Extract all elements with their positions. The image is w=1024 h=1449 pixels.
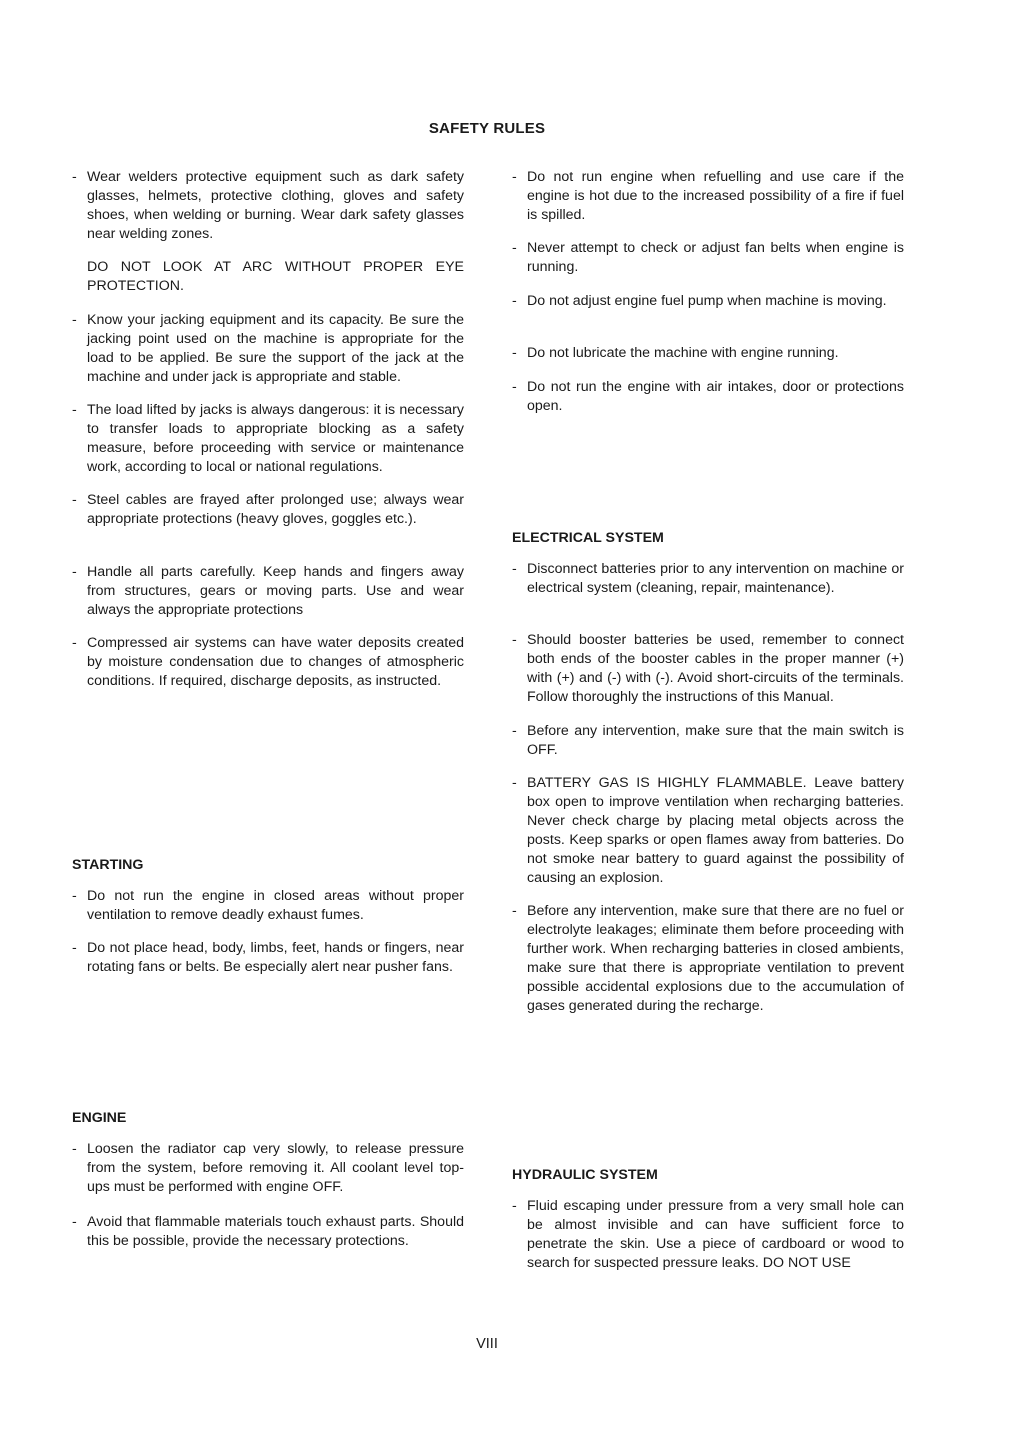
bullet-text: The load lifted by jacks is always dangerous: it is necessary to transfer loads to appropriate blocking as a safety measure, before proceeding with service or maintenance work, according to local or national regulations. [87, 402, 464, 475]
list-item: - Do not place head, body, limbs, feet, hands or fingers, near rotating fans or belts. Be especially alert near pusher fans. [72, 940, 464, 975]
list-item: - Do not run engine when refuelling and use care if the engine is hot due to the increased possibility of a fire if fuel is spilled. [512, 169, 904, 223]
bullet-text: Do not run the engine with air intakes, door or protections open. [527, 379, 904, 414]
list-item: - Do not run the engine with air intakes, door or protections open. [512, 379, 904, 414]
list-item: - Do not run the engine in closed areas without proper ventilation to remove deadly exhaust fumes. [72, 888, 464, 923]
bullet-text: Do not run engine when refuelling and use care if the engine is hot due to the increased possibility of a fire if fuel is spilled. [527, 169, 904, 223]
bullet-text: Do not adjust engine fuel pump when machine is moving. [527, 293, 887, 309]
list-item: - Know your jacking equipment and its capacity. Be sure the jacking point used on the machine is appropriate for the load to be applied. Be sure the support of the jack at the machine and under jack is appropriate and stable. [72, 312, 464, 385]
bullet-text: Fluid escaping under pressure from a very small hole can be almost invisible and can have sufficient force to penetrate the skin. Use a piece of cardboard or wood to search for suspected pressure leaks. DO NOT USE [527, 1198, 904, 1271]
section-heading-hydraulic: HYDRAULIC SYSTEM [512, 1167, 658, 1183]
bullet-text: Do not place head, body, limbs, feet, hands or fingers, near rotating fans or belts. Be especially alert near pusher fans. [87, 940, 464, 975]
bullet-text: Know your jacking equipment and its capacity. Be sure the jacking point used on the machine is appropriate for the load to be applied. Be sure the support of the jack at the machine and under jack is appropriate and stable. [87, 312, 464, 385]
list-item: - Compressed air systems can have water deposits created by moisture condensation due to changes of atmospheric conditions. If required, discharge deposits, as instructed. [72, 635, 464, 689]
bullet-text: BATTERY GAS IS HIGHLY FLAMMABLE. Leave battery box open to improve ventilation when recharging batteries. Never check charge by placing metal objects across the posts. Keep sparks or open flames away from batteries. Do not smoke near battery to guard against the possibility of causing an explosion. [527, 775, 904, 886]
list-item: - Before any intervention, make sure that the main switch is OFF. [512, 723, 904, 758]
page-number: VIII [476, 1336, 498, 1352]
bullet-text: Do not lubricate the machine with engine running. [527, 345, 839, 361]
list-item: - Disconnect batteries prior to any intervention on machine or electrical system (cleaning, repair, maintenance). [512, 561, 904, 596]
list-item: - Steel cables are frayed after prolonged use; always wear appropriate protections (heavy gloves, goggles etc.). [72, 492, 464, 527]
bullet-text: Steel cables are frayed after prolonged use; always wear appropriate protections (heavy gloves, goggles etc.). [87, 492, 464, 527]
section-heading-starting: STARTING [72, 857, 144, 873]
bullet-text: Avoid that flammable materials touch exhaust parts. Should this be possible, provide the necessary protections. [87, 1214, 464, 1249]
list-item: - Fluid escaping under pressure from a very small hole can be almost invisible and can have sufficient force to penetrate the skin. Use a piece of cardboard or wood to search for suspected pressure leaks. DO NOT USE [512, 1198, 904, 1271]
section-heading-electrical: ELECTRICAL SYSTEM [512, 530, 664, 546]
bullet-text: Disconnect batteries prior to any intervention on machine or electrical system (cleaning, repair, maintenance). [527, 561, 904, 596]
warning-text: DO NOT LOOK AT ARC WITHOUT PROPER EYE PROTECTION. [87, 259, 464, 294]
page-title: SAFETY RULES [428, 120, 546, 137]
bullet-text: Compressed air systems can have water deposits created by moisture condensation due to changes of atmospheric conditions. If required, discharge deposits, as instructed. [87, 635, 464, 689]
bullet-text: Wear welders protective equipment such as dark safety glasses, helmets, protective clothing, gloves and safety shoes, when welding or burning. Wear dark safety glasses near welding zones. [87, 169, 464, 242]
bullet-text: Never attempt to check or adjust fan belts when engine is running. [527, 240, 904, 275]
bullet-text: Before any intervention, make sure that the main switch is OFF. [527, 723, 904, 758]
bullet-text: Do not run the engine in closed areas without proper ventilation to remove deadly exhaust fumes. [87, 888, 464, 923]
list-item: - BATTERY GAS IS HIGHLY FLAMMABLE. Leave battery box open to improve ventilation when recharging batteries. Never check charge by placing metal objects across the posts. Keep sparks or open flames away from batteries. Do not smoke near battery to guard against the possibility of causing an explosion. [512, 775, 904, 886]
list-item: - Do not adjust engine fuel pump when machine is moving. [512, 293, 887, 309]
list-item: - Avoid that flammable materials touch exhaust parts. Should this be possible, provide the necessary protections. [72, 1214, 464, 1249]
bullet-text: Handle all parts carefully. Keep hands and fingers away from structures, gears or moving parts. Use and wear always the appropriate protections [87, 564, 464, 618]
list-item: - The load lifted by jacks is always dangerous: it is necessary to transfer loads to appropriate blocking as a safety measure, before proceeding with service or maintenance work, according to local or national regulations. [72, 402, 464, 475]
bullet-text: Should booster batteries be used, remember to connect both ends of the booster cables in the proper manner (+) with (+) and (-) with (-). Avoid short-circuits of the terminals. Follow thoroughly the instructions of this Manual. [527, 632, 904, 705]
bullet-text: Loosen the radiator cap very slowly, to release pressure from the system, before removing it. All coolant level top-ups must be performed with engine OFF. [87, 1141, 464, 1195]
list-item: - Loosen the radiator cap very slowly, to release pressure from the system, before removing it. All coolant level top-ups must be performed with engine OFF. [72, 1141, 464, 1195]
bullet-text: Before any intervention, make sure that there are no fuel or electrolyte leakages; eliminate them before proceeding with further work. When recharging batteries in closed ambients, make sure that there is appropriate ventilation to prevent possible accidental explosions due to the accumulation of gases generated during the recharge. [527, 903, 904, 1014]
list-item: - Handle all parts carefully. Keep hands and fingers away from structures, gears or moving parts. Use and wear always the appropriate protections [72, 564, 464, 618]
section-heading-engine: ENGINE [72, 1110, 127, 1126]
list-item: - Should booster batteries be used, remember to connect both ends of the booster cables in the proper manner (+) with (+) and (-) with (-). Avoid short-circuits of the terminals. Follow thoroughly the instructions of this Manual. [512, 632, 904, 705]
list-item: - Never attempt to check or adjust fan belts when engine is running. [512, 240, 904, 275]
list-item: - Before any intervention, make sure that there are no fuel or electrolyte leakages; eliminate them before proceeding with further work. When recharging batteries in closed ambients, make sure that there is appropriate ventilation to prevent possible accidental explosions due to the accumulation of gases generated during the recharge. [512, 903, 904, 1014]
list-item: - Wear welders protective equipment such as dark safety glasses, helmets, protective clothing, gloves and safety shoes, when welding or burning. Wear dark safety glasses near welding zones. [72, 169, 464, 242]
list-item: - Do not lubricate the machine with engine running. [512, 345, 839, 361]
